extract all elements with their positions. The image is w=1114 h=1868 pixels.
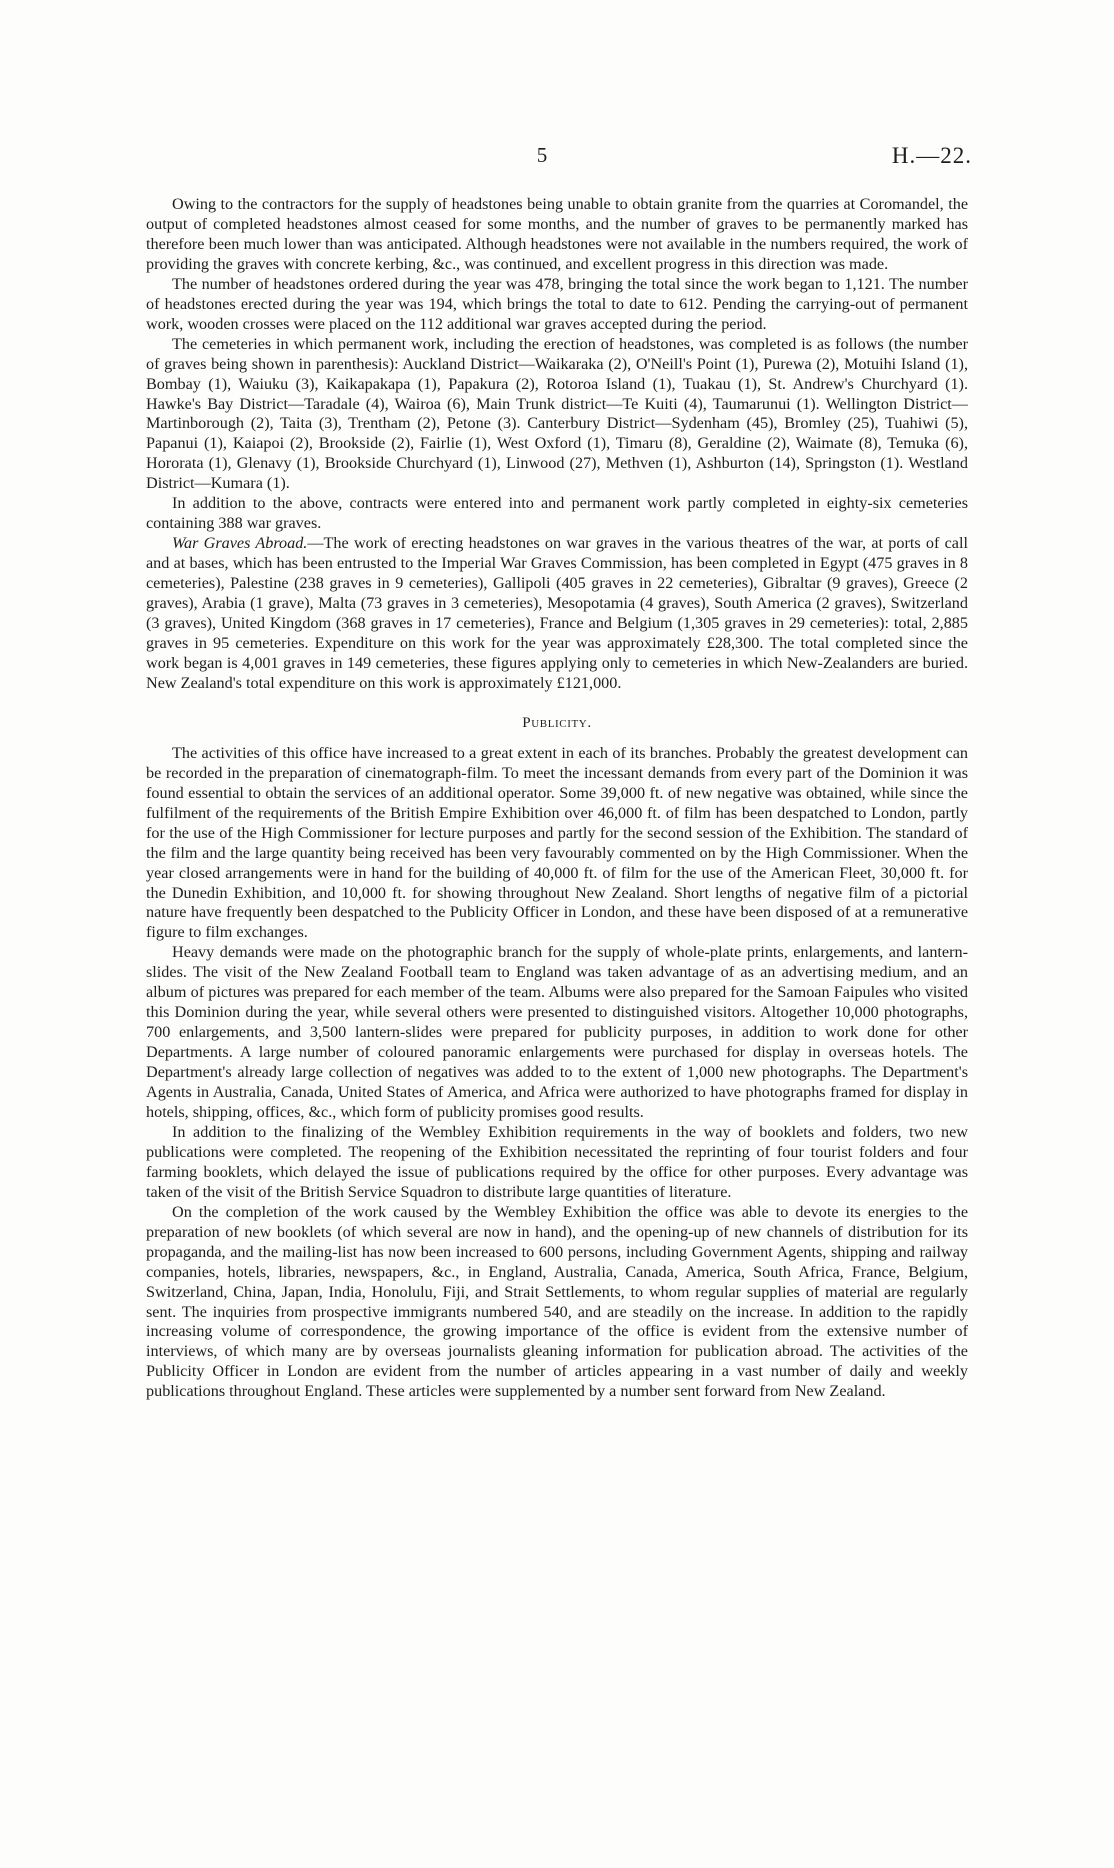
paragraph-publicity-distribution: On the completion of the work caused by the Wembley Exhibition the office was able to devote its energies to the preparation of new booklets (of which several are now in hand), and the opening-up of new channels of distribution for its propaganda, and the mailing-list has now been increased to 600 persons, including Government Agents, shipping and railway companies, hotels, libraries, newspapers, &c., in England, Australia, Canada, America, South Africa, France, Belgium, Switzerland, China, Japan, India, Honolulu, Fiji, and Strait Settlements, to whom regular supplies of material are regularly sent. The inquiries from prospective immigrants numbered 540, and are steadily on the increase. In addition to the rapidly increasing volume of correspondence, the growing importance of the office is evident from the extensive number of interviews, of which many are by overseas journalists gleaning information for publication abroad. The activities of the Publicity Officer in London are evident from the number of articles appearing in a vast number of daily and weekly publications throughout England. These articles were supplemented by a number sent forward from New Zealand. [146, 1202, 968, 1401]
paragraph-publicity-film: The activities of this office have increased to a great extent in each of its branches. Probably the greatest development can be recorded in the preparation of cinematograph-film. To meet the incessant demands from every part of the Dominion it was found essential to obtain the services of an additional operator. Some 39,000 ft. of new negative was obtained, while since the fulfilment of the requirements of the British Empire Exhibition over 46,000 ft. of film has been despatched to London, partly for the use of the High Commissioner for lecture purposes and partly for the second session of the Exhibition. The standard of the film and the large quantity being received has been very favourably commented on by the High Commissioner. When the year closed arrangements were in hand for the building of 40,000 ft. of film for the use of the American Fleet, 30,000 ft. for the Dunedin Exhibition, and 10,000 ft. for showing throughout New Zealand. Short lengths of negative film of a pictorial nature have frequently been despatched to the Publicity Officer in London, and these have been disposed of at a remunerative figure to film exchanges. [146, 743, 968, 942]
document-reference: H.—22. [891, 143, 972, 168]
war-graves-abroad-heading: War Graves Abroad. [172, 534, 308, 553]
paragraph-cemeteries-completed: The cemeteries in which permanent work, including the erection of headstones, was completed is as follows (the number of graves being shown in parenthesis): Auckland District—Waikaraka (2), O'Neill's Point (1), Purewa (2), Motuihi Island (1), Bombay (1), Waiuku (3), Kaikapakapa (1), Papakura (2), Rotoroa Island (1), Tuakau (1), St. Andrew's Churchyard (1). Hawke's Bay District—Taradale (4), Wairoa (6), Main Trunk district—Te Kuiti (4), Taumarunui (1). Wellington District—Martinborough (2), Taita (3), Trentham (2), Petone (3). Canterbury District—Sydenham (45), Bromley (25), Tuahiwi (5), Papanui (1), Kaiapoi (2), Brookside (2), Fairlie (1), West Oxford (1), Timaru (8), Geraldine (2), Waimate (8), Temuka (6), Hororata (1), Glenavy (1), Brookside Churchyard (1), Linwood (27), Methven (1), Ashburton (14), Springston (1). Westland District—Kumara (1). [146, 334, 968, 493]
war-graves-abroad-text: —The work of erecting headstones on war graves in the various theatres of the war, at ports of call and at bases, which has been entrusted to the Imperial War Graves Commission, has been completed in Egypt (475 graves in 8 cemeteries), Palestine (238 graves in 9 cemeteries), Gallipoli (405 graves in 22 cemeteries), Gibraltar (9 graves), Greece (2 graves), Arabia (1 grave), Malta (73 graves in 3 cemeteries), Mesopotamia (4 graves), South America (2 graves), Switzerland (3 graves), United Kingdom (368 graves in 17 cemeteries), France and Belgium (1,305 graves in 29 cemeteries): total, 2,885 graves in 95 cemeteries. Expenditure on this work for the year was approximately £28,300. The total completed since the work began is 4,001 graves in 149 cemeteries, these figures applying only to cemeteries in which New-Zealanders are buried. New Zealand's total expenditure on this work is approximately £121,000. [146, 534, 968, 692]
paragraph-contracts: In addition to the above, contracts were entered into and permanent work partly completed in eighty-six cemeteries containing 388 war graves. [146, 494, 968, 533]
paragraph-headstone-numbers: The number of headstones ordered during the year was 478, bringing the total since the work began to 1,121. The number of headstones erected during the year was 194, which brings the total to date to 612. Pending the carrying-out of permanent work, wooden crosses were placed on the 112 additional war graves accepted during the period. [146, 274, 968, 333]
paragraph-headstone-supply: Owing to the contractors for the supply of headstones being unable to obtain granite from the quarries at Coromandel, the output of completed headstones almost ceased for some months, and the number of graves to be permanently marked has therefore been much lower than was anticipated. Although headstones were not available in the numbers required, the work of providing the graves with concrete kerbing, &c., was continued, and excellent progress in this direction was made. [146, 195, 968, 273]
page-number: 5 [536, 143, 548, 167]
paragraph-publicity-photographic: Heavy demands were made on the photographic branch for the supply of whole-plate prints, enlargements, and lantern-slides. The visit of the New Zealand Football team to England was taken advantage of as an advertising medium, and an album of pictures was prepared for each member of the team. Albums were also prepared for the Samoan Faipules who visited this Dominion during the year, while several others were presented to distinguished visitors. Altogether 10,000 photographs, 700 enlargements, and 3,500 lantern-slides were prepared for publicity purposes, in addition to work done for other Departments. A large number of coloured panoramic enlargements were purchased for display in overseas hotels. The Department's already large collection of negatives was added to to the extent of 1,000 new photographs. The Department's Agents in Australia, Canada, United States of America, and Africa were authorized to have photographs framed for display in hotels, shipping, offices, &c., which form of publicity promises good results. [146, 943, 968, 1121]
page-body [146, 195, 968, 1402]
section-title-publicity: Publicity. [522, 714, 592, 731]
paragraph-war-graves-abroad [146, 534, 968, 694]
paragraph-publicity-publications: In addition to the finalizing of the Wembley Exhibition requirements in the way of booklets and folders, two new publications were completed. The reopening of the Exhibition necessitated the reprinting of four tourist folders and four farming booklets, which delayed the issue of publications required by the office for other purposes. Every advantage was taken of the visit of the British Service Squadron to distribute large quantities of literature. [146, 1122, 968, 1201]
